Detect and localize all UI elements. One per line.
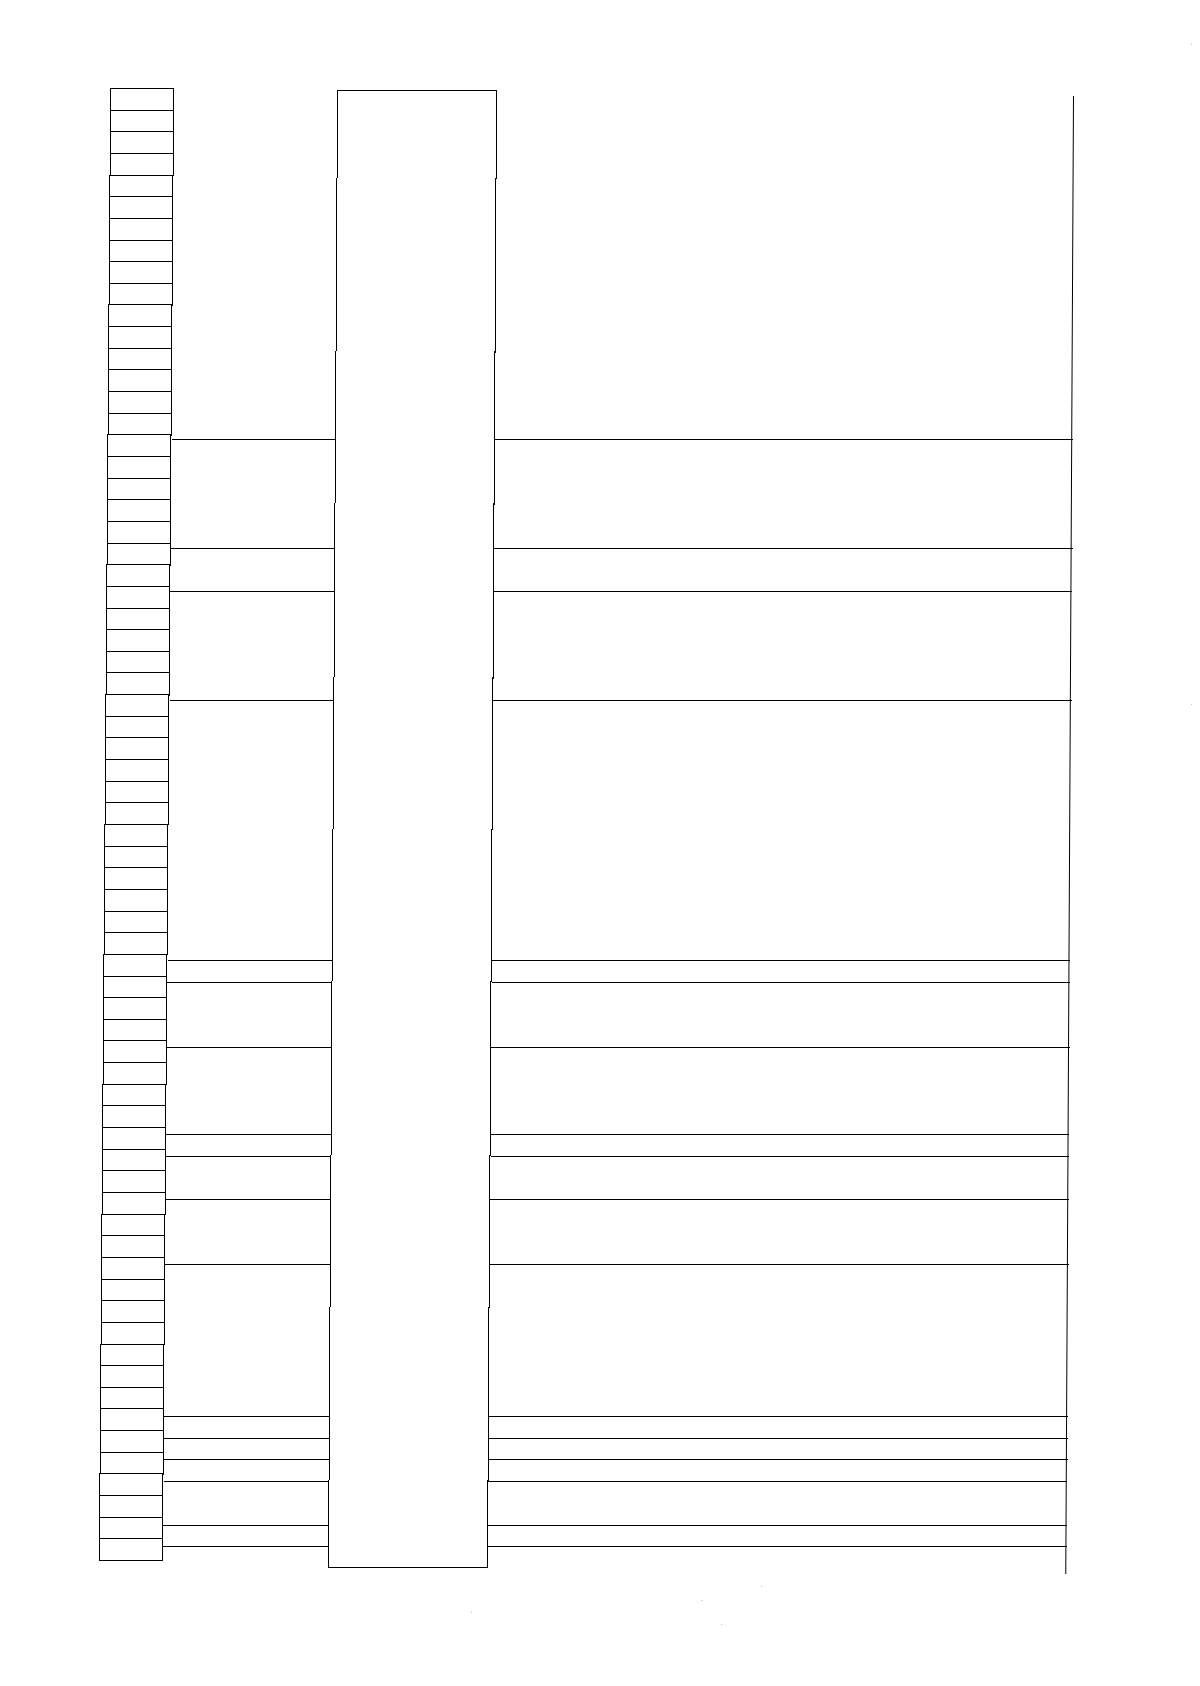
cadastral-number (335, 438, 495, 461)
cadastral-number (333, 786, 493, 809)
row-number (103, 954, 167, 977)
row-number (107, 521, 171, 544)
row-number (103, 976, 167, 999)
cadastral-number (331, 1024, 491, 1047)
row-number (106, 564, 170, 587)
row-number (101, 1300, 165, 1323)
row-number (108, 304, 172, 327)
group-separator-left (167, 982, 331, 983)
row-number (105, 694, 169, 717)
cadastral-number (336, 265, 496, 288)
group-separator-right (492, 982, 1071, 983)
row-number (100, 1452, 164, 1475)
row-number (110, 88, 174, 111)
cadastral-number (335, 417, 495, 440)
cadastral-number (332, 894, 492, 917)
cadastral-number (334, 655, 494, 678)
group-separator-left (172, 439, 335, 440)
cadastral-number (334, 503, 494, 526)
group-separator-left (167, 1047, 331, 1048)
cadastral-number (331, 1068, 491, 1091)
row-number (105, 737, 169, 760)
cadastral-number (331, 1046, 491, 1069)
cadastral-number (332, 872, 492, 895)
row-number (109, 240, 173, 263)
group-separator-left (164, 1438, 329, 1439)
cadastral-number (329, 1437, 489, 1460)
table-right-border (1065, 96, 1074, 1574)
cadastral-number (334, 525, 494, 548)
row-number (106, 608, 170, 631)
cadastral-number (329, 1307, 489, 1330)
group-separator-right (495, 439, 1073, 440)
row-number (99, 1517, 163, 1540)
group-separator-right (491, 1134, 1070, 1135)
cadastral-number (330, 1176, 490, 1199)
group-separator-left (164, 1481, 329, 1482)
cadastral-number (332, 851, 492, 874)
cadastral-number (330, 1241, 490, 1264)
row-number (109, 261, 173, 284)
scan-speck: · (1190, 40, 1194, 51)
row-number (109, 218, 173, 241)
group-separator-right (488, 1546, 1067, 1547)
cadastral-number (336, 308, 496, 331)
row-number (101, 1257, 165, 1280)
cadastral-number (335, 395, 495, 418)
group-separator-left (168, 960, 332, 961)
group-separator-right (491, 1156, 1070, 1157)
group-separator-right (494, 591, 1072, 592)
cadastral-number (328, 1524, 488, 1547)
cadastral-number (336, 221, 496, 244)
cadastral-number (333, 807, 493, 830)
row-number (106, 672, 170, 695)
row-number (107, 434, 171, 457)
row-number (100, 1344, 164, 1367)
row-number (106, 629, 170, 652)
cadastral-number (329, 1350, 489, 1373)
cadastral-number (334, 634, 494, 657)
cadastral-number (333, 699, 493, 722)
cadastral-number (334, 569, 494, 592)
row-number (105, 802, 169, 825)
row-number (104, 824, 168, 847)
row-number (102, 1105, 166, 1128)
group-separator-left (166, 1156, 330, 1157)
cadastral-number (332, 829, 492, 852)
row-number (101, 1279, 165, 1302)
cadastral-number (328, 1545, 488, 1568)
group-separator-right (489, 1459, 1068, 1460)
row-number (101, 1235, 165, 1258)
group-separator-left (170, 700, 334, 701)
row-number (99, 1495, 163, 1518)
row-number (110, 110, 174, 133)
cadastral-number (333, 764, 493, 787)
row-number (104, 889, 168, 912)
cadastral-number (332, 938, 492, 961)
row-number (104, 846, 168, 869)
group-separator-left (163, 1525, 328, 1526)
row-number (102, 1149, 166, 1172)
row-number (108, 348, 172, 371)
cadastral-number (333, 742, 493, 765)
cadastral-number (330, 1220, 490, 1243)
group-separator-left (165, 1264, 330, 1265)
scan-speck: · (760, 1582, 764, 1593)
cadastral-number (335, 373, 495, 396)
cadastral-number (329, 1458, 489, 1481)
cadastral-number (330, 1285, 490, 1308)
row-number (101, 1322, 165, 1345)
row-number (102, 1170, 166, 1193)
row-number (107, 456, 171, 479)
scan-speck: · (720, 1620, 724, 1631)
cadastral-number (331, 1111, 491, 1134)
row-number (108, 369, 172, 392)
row-number (100, 1387, 164, 1410)
row-number (104, 911, 168, 934)
row-number (108, 326, 172, 349)
cadastral-number (332, 959, 492, 982)
cadastral-number (334, 590, 494, 613)
cadastral-number (337, 156, 497, 179)
row-number (103, 1019, 167, 1042)
cadastral-number (335, 351, 495, 374)
row-number (103, 997, 167, 1020)
cadastral-number (330, 1155, 490, 1178)
group-separator-right (488, 1525, 1067, 1526)
cadastral-number (334, 547, 494, 570)
row-number (105, 716, 169, 739)
group-separator-right (489, 1481, 1068, 1482)
group-separator-left (164, 1459, 329, 1460)
row-number (102, 1127, 166, 1150)
row-number (107, 543, 171, 566)
cadastral-number (329, 1372, 489, 1395)
group-separator-right (491, 1047, 1070, 1048)
row-number (100, 1430, 164, 1453)
row-number (99, 1538, 163, 1561)
group-separator-left (163, 1546, 328, 1547)
row-number (108, 413, 172, 436)
cadastral-number (329, 1393, 489, 1416)
cadastral-number (336, 286, 496, 309)
row-number (103, 1040, 167, 1063)
cadastral-number (328, 1502, 488, 1525)
row-number (109, 283, 173, 306)
group-separator-right (490, 1264, 1069, 1265)
cadastral-number (328, 1480, 488, 1503)
group-separator-right (493, 700, 1071, 701)
group-separator-right (489, 1438, 1068, 1439)
cadastral-number (337, 113, 497, 136)
group-separator-right (494, 548, 1072, 549)
cadastral-number (336, 178, 496, 201)
row-number (105, 781, 169, 804)
row-number (102, 1192, 166, 1215)
group-separator-left (166, 1199, 330, 1200)
row-number (102, 1084, 166, 1107)
row-number (106, 651, 170, 674)
cadastral-number (333, 720, 493, 743)
cadastral-number (331, 1133, 491, 1156)
row-number (103, 1062, 167, 1085)
group-separator-left (170, 591, 334, 592)
cadastral-number (329, 1328, 489, 1351)
row-number (106, 586, 170, 609)
cadastral-number (336, 200, 496, 223)
cadastral-number (332, 916, 492, 939)
cadastral-number (330, 1263, 490, 1286)
cadastral-number (331, 1089, 491, 1112)
scan-speck: · (1190, 700, 1194, 711)
group-separator-left (171, 548, 335, 549)
group-separator-right (489, 1416, 1068, 1417)
cadastral-number (333, 677, 493, 700)
cadastral-number (337, 91, 497, 114)
cadastral-number (334, 612, 494, 635)
cadastral-number (330, 1198, 490, 1221)
group-separator-right (492, 960, 1071, 961)
scan-speck: · (700, 1596, 704, 1607)
cadastral-number (335, 460, 495, 483)
row-number (99, 1473, 163, 1496)
row-number (110, 131, 174, 154)
scan-speck: · (470, 1608, 474, 1619)
row-number (109, 175, 173, 198)
row-number (104, 867, 168, 890)
row-number (107, 478, 171, 501)
cadastral-number (336, 330, 496, 353)
cadastral-number (336, 243, 496, 266)
row-number (101, 1214, 165, 1237)
cadastral-number (337, 134, 497, 157)
cadastral-number (335, 482, 495, 505)
cadastral-number (331, 981, 491, 1004)
group-separator-right (490, 1199, 1069, 1200)
group-separator-left (164, 1416, 329, 1417)
row-number (108, 391, 172, 414)
row-number (105, 759, 169, 782)
cadastral-number (331, 1003, 491, 1026)
cadastral-number (329, 1415, 489, 1438)
row-number (107, 499, 171, 522)
row-number (100, 1408, 164, 1431)
row-number (100, 1365, 164, 1388)
row-number (110, 153, 174, 176)
group-separator-left (166, 1134, 330, 1135)
row-number (104, 932, 168, 955)
row-number (109, 196, 173, 219)
